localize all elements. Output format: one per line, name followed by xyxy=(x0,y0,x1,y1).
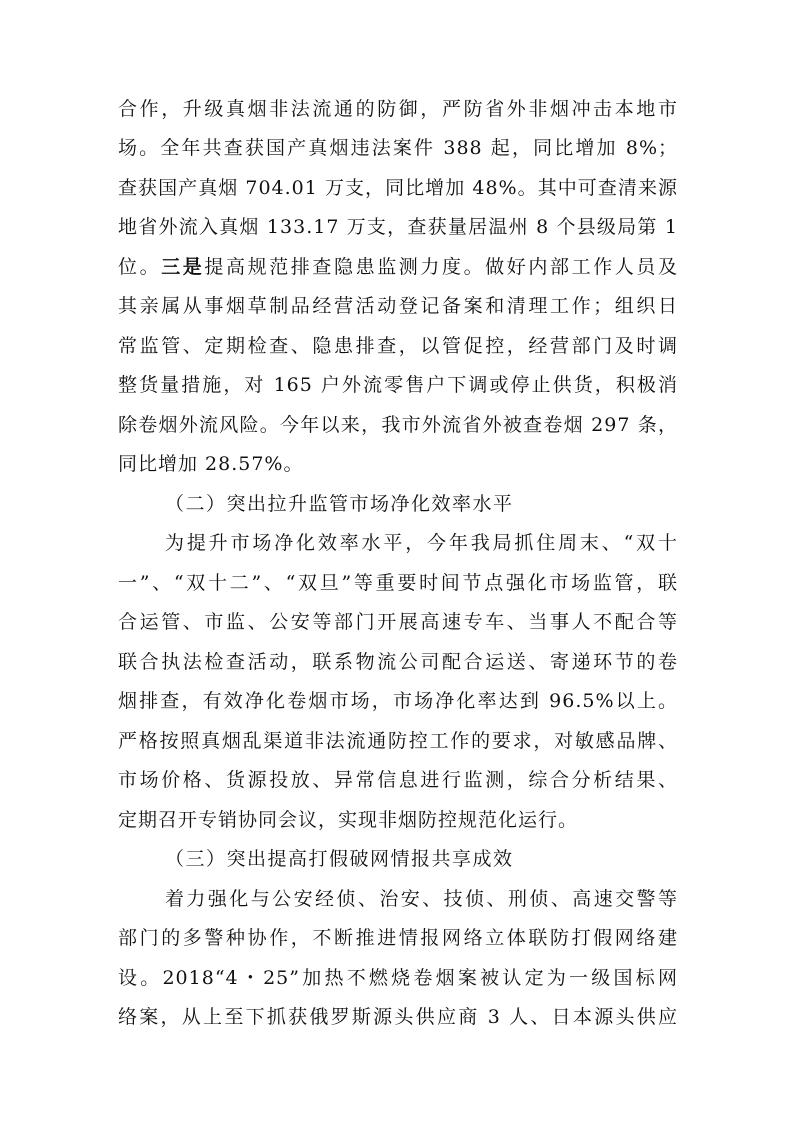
body-line: 整货量措施，对 165 户外流零售户下调或停止供货，积极消 xyxy=(118,374,678,396)
body-line: 联合执法检查活动，联系物流公司配合运送、寄递环节的卷 xyxy=(118,651,678,673)
body-line: 为提升市场净化效率水平，今年我局抓住周末、“双十 xyxy=(165,532,678,554)
section-heading: （三）突出提高打假破网情报共享成效 xyxy=(165,848,514,870)
body-line: 常监管、定期检查、隐患排查，以管促控，经营部门及时调 xyxy=(118,335,678,357)
body-line: 部门的多警种协作，不断推进情报网络立体联防打假网络建 xyxy=(118,927,678,949)
body-line: 设。2018“4・25”加热不燃烧卷烟案被认定为一级国标网 xyxy=(118,967,678,989)
body-text: 位。 xyxy=(118,256,162,278)
body-line: 市场价格、货源投放、异常信息进行监测，综合分析结果、 xyxy=(118,769,678,791)
body-line xyxy=(118,255,678,279)
body-line: 合运管、市监、公安等部门开展高速专车、当事人不配合等 xyxy=(118,611,678,633)
body-line: 着力强化与公安经侦、治安、技侦、刑侦、高速交警等 xyxy=(165,888,678,910)
body-line: 严格按照真烟乱渠道非法流通防控工作的要求，对敏感品牌、 xyxy=(118,730,678,752)
body-line: 查获国产真烟 704.01 万支，同比增加 48%。其中可查清来源 xyxy=(118,177,678,199)
body-line: 场。全年共查获国产真烟违法案件 388 起，同比增加 8%； xyxy=(118,137,678,159)
body-line: 其亲属从事烟草制品经营活动登记备案和清理工作；组织日 xyxy=(118,295,678,317)
body-line: 烟排查，有效净化卷烟市场，市场净化率达到 96.5%以上。 xyxy=(118,690,678,712)
body-line: 除卷烟外流风险。今年以来，我市外流省外被查卷烟 297 条， xyxy=(118,414,678,436)
body-line: 合作，升级真烟非法流通的防御，严防省外非烟冲击本地市 xyxy=(118,98,678,120)
body-line: 同比增加 28.57%。 xyxy=(118,453,304,475)
body-line: 地省外流入真烟 133.17 万支，查获量居温州 8 个县级局第 1 xyxy=(118,216,678,238)
body-text: 提高规范排查隐患监测力度。做好内部工作人员及 xyxy=(204,256,678,278)
body-line: 定期召开专销协同会议，实现非烟防控规范化运行。 xyxy=(118,809,579,831)
body-line: 一”、“双十二”、“双旦”等重要时间节点强化市场监管，联 xyxy=(118,572,678,594)
emphasis-text: 三是 xyxy=(161,256,205,278)
body-line: 络案，从上至下抓获俄罗斯源头供应商 3 人、日本源头供应 xyxy=(118,1006,678,1028)
section-heading: （二）突出拉升监管市场净化效率水平 xyxy=(165,493,514,515)
